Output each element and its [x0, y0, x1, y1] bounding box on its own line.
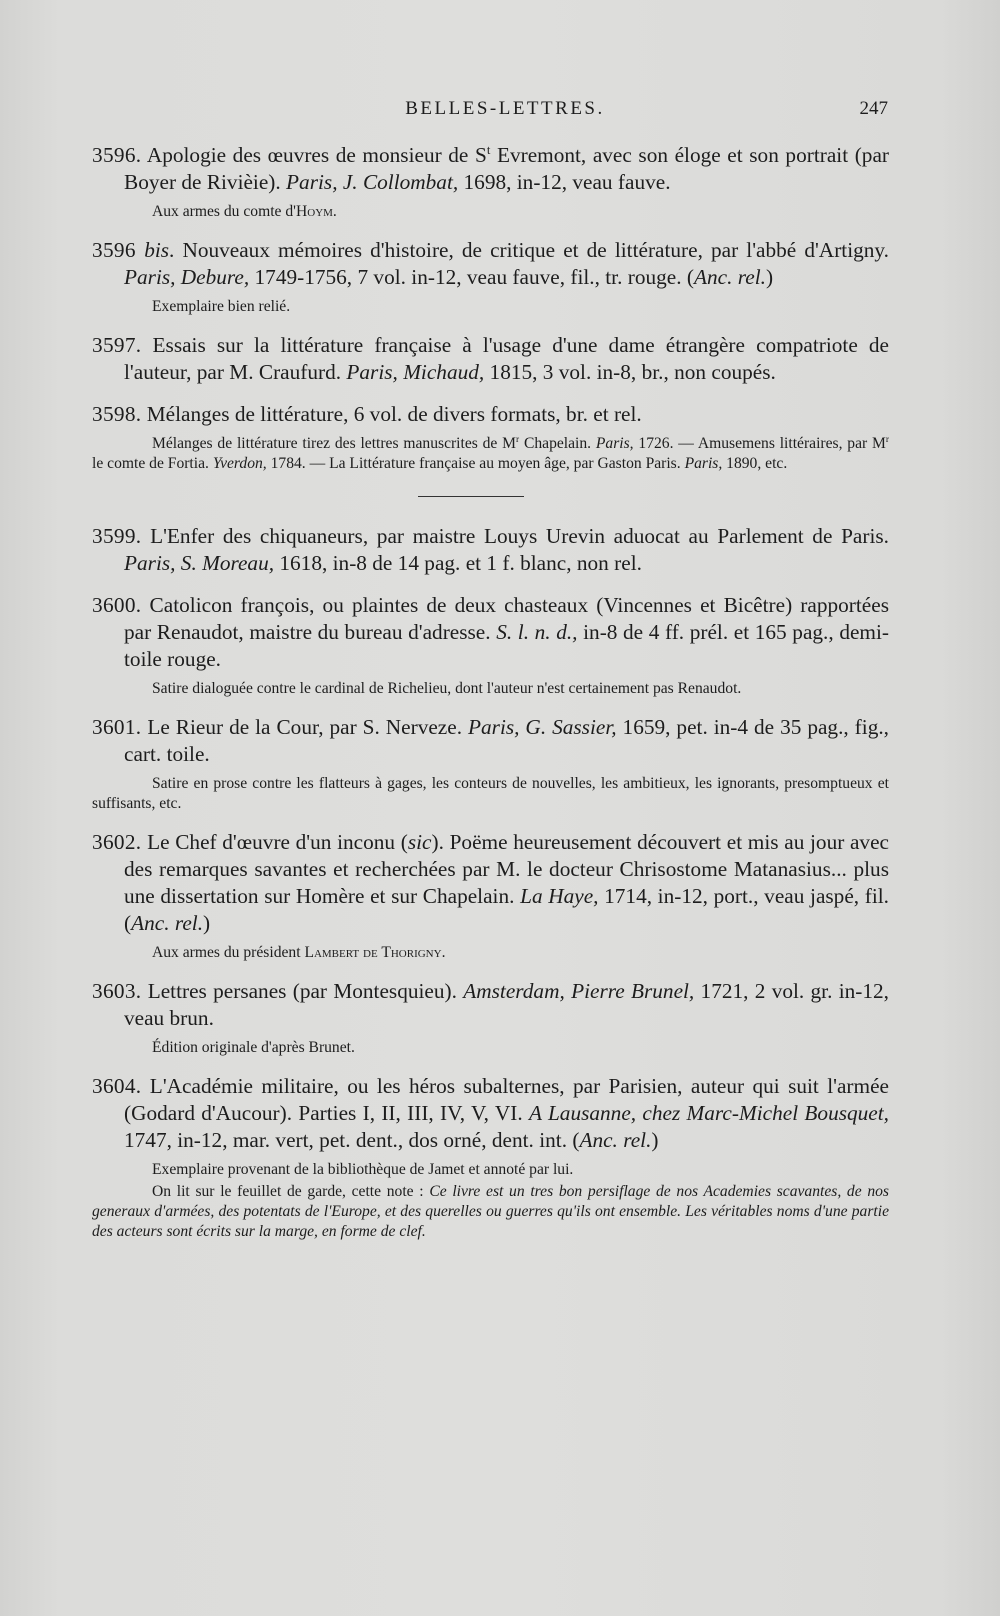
note-text: Aux armes du comte d' — [152, 203, 296, 220]
entry-imprint: S. l. n. d., — [496, 620, 578, 644]
note-text: Aux armes du président — [152, 944, 305, 961]
entry-note — [92, 202, 889, 222]
note-text: . — [441, 944, 446, 961]
note-imprint: Yverdon, — [212, 455, 267, 472]
entry-note: Satire dialoguée contre le cardinal de Richelieu, dont l'auteur n'est certainement pas Renaudot. — [152, 680, 742, 697]
catalogue-entry — [92, 332, 889, 386]
entry-text: . Nouveaux mémoires d'histoire, de critique et de littérature, par l'abbé d'Artigny. — [169, 238, 890, 262]
note-imprint: Paris, — [595, 435, 634, 452]
entry-note — [92, 943, 889, 963]
entry-binding: Anc. rel. — [579, 1128, 652, 1152]
catalogue-entry — [92, 592, 889, 699]
superscript: r — [885, 434, 890, 445]
entry-text: Le Chef d'œuvre d'un inconu ( — [141, 830, 408, 854]
entry-description — [92, 237, 889, 291]
entry-number: 3603. — [92, 979, 142, 1003]
entry-text: Apologie des œuvres de monsieur de S — [141, 143, 487, 167]
entry-text: L'Enfer des chiquaneurs, par maistre Louys Urevin aduocat au Parlement de Paris. — [141, 524, 889, 548]
entry-imprint: La Haye, — [520, 884, 599, 908]
entry-imprint: Paris, Michaud, — [346, 360, 485, 384]
catalogue-entry — [92, 523, 889, 577]
catalogue-entry — [92, 978, 889, 1058]
superscript: t — [486, 142, 491, 157]
catalogue-body — [92, 142, 889, 1257]
catalogue-entry — [92, 1073, 889, 1242]
entry-number: 3596. — [92, 143, 142, 167]
section-divider — [418, 496, 524, 497]
entry-text: in-8 de 4 ff. prél. et 165 pag., demi-toile rouge. — [124, 620, 889, 671]
note-text: On lit sur le feuillet de garde, cette note : — [152, 1183, 430, 1200]
entry-text: 1659, pet. in-4 de 35 pag., fig., cart. toile. — [124, 715, 889, 766]
entry-description — [92, 523, 889, 577]
note-text: 1890, etc. — [722, 455, 788, 472]
entry-description — [92, 592, 889, 673]
catalogue-entry — [92, 401, 889, 474]
entry-text: ) — [203, 911, 211, 935]
entry-text: L'Académie militaire, ou les héros subalternes, par Parisien, auteur qui suit l'armée (Godard d'Aucour). Parties I, II, III, IV, V, VI. — [124, 1074, 889, 1125]
note-text: Mélanges de littérature tirez des lettres manuscrites de M — [152, 435, 517, 452]
entry-imprint: Paris, J. Collombat, — [286, 170, 459, 194]
entry-description — [92, 1073, 889, 1154]
catalogue-entry — [92, 714, 889, 814]
entry-imprint: Amsterdam, Pierre Brunel, — [463, 979, 695, 1003]
catalogue-entry — [92, 237, 889, 317]
entry-description — [92, 829, 889, 937]
entry-text: ). Poëme heureusement découvert et mis au jour avec des remarques savantes et recherchées par M. le docteur Chrisostome Matanasius... plus une dissertation sur Homère et sur Chapelain. — [124, 830, 889, 908]
entry-binding: Anc. rel. — [693, 265, 766, 289]
entry-imprint: Paris, Debure, — [124, 265, 250, 289]
entry-number: 3602. — [92, 830, 142, 854]
note-text: 1784. — La Littérature française au moyen âge, par Gaston Paris. — [266, 455, 685, 472]
entry-text: Evremont, avec son éloge et son portrait (par Boyer de Rivièie). — [124, 143, 889, 194]
entry-note: Exemplaire bien relié. — [152, 298, 291, 315]
entry-description — [92, 714, 889, 768]
entry-description — [92, 978, 889, 1032]
running-title: BELLES-LETTRES. — [405, 98, 605, 119]
entry-description — [92, 332, 889, 386]
entry-text: 1721, 2 vol. gr. in-12, veau brun. — [124, 979, 889, 1030]
entry-text: Mélanges de littérature, 6 vol. de divers formats, br. et rel. — [141, 402, 642, 426]
note-text: . — [332, 203, 337, 220]
entry-text: 1747, in-12, mar. vert, pet. dent., dos orné, dent. int. ( — [124, 1128, 580, 1152]
entry-number: 3601. — [92, 715, 142, 739]
entry-text: ) — [651, 1128, 659, 1152]
note-text: 1726. — Amusemens littéraires, par M — [633, 435, 886, 452]
superscript: r — [516, 434, 520, 445]
entry-text: 1618, in-8 de 14 pag. et 1 f. blanc, non rel. — [274, 551, 642, 575]
entry-text: Le Rieur de la Cour, par S. Nerveze. — [141, 715, 468, 739]
entry-text: Essais sur la littérature française à l'usage d'une dame étrangère compatriote de l'auteur, par M. Craufurd. — [124, 333, 889, 384]
entry-note: Exemplaire provenant de la bibliothèque de Jamet et annoté par lui. — [152, 1161, 574, 1178]
note-quotation: Ce livre est un tres bon persiflage de nos Academies scavantes, de nos generaux d'armées, des potentats de l'Europe, et des querelles ou guerres qu'ils ont ensemble. Les véritables noms d'une partie des acteurs sont écrits sur la marge, en forme de clef. — [92, 1183, 889, 1240]
entry-note — [92, 434, 889, 474]
entry-imprint: Paris, G. Sassier, — [468, 715, 617, 739]
entry-note: Édition originale d'après Brunet. — [152, 1039, 355, 1056]
entry-number: 3596 — [92, 238, 145, 262]
entry-number: 3604. — [92, 1074, 142, 1098]
note-name: Hoym — [295, 203, 333, 220]
entry-number-suffix: bis — [144, 238, 170, 262]
entry-imprint: Paris, S. Moreau, — [124, 551, 275, 575]
entry-number: 3599. — [92, 524, 142, 548]
entry-imprint: A Lausanne, chez Marc-Michel Bousquet, — [529, 1101, 889, 1125]
entry-note: Satire en prose contre les flatteurs à gages, les conteurs de nouvelles, les ambitieux, les ignorants, presomptueux et suffisants, etc. — [92, 775, 889, 812]
note-imprint: Paris, — [684, 455, 723, 472]
entry-description — [92, 142, 889, 196]
entry-text: 1698, in-12, veau fauve. — [458, 170, 671, 194]
entry-number: 3598. — [92, 402, 142, 426]
catalogue-entry — [92, 829, 889, 963]
page-header — [122, 98, 888, 128]
entry-number: 3600. — [92, 593, 142, 617]
entry-text: 1749-1756, 7 vol. in-12, veau fauve, fil., tr. rouge. ( — [249, 265, 694, 289]
entry-text: 1815, 3 vol. in-8, br., non coupés. — [484, 360, 776, 384]
entry-sic: sic — [407, 830, 432, 854]
note-text: le comte de Fortia. — [92, 455, 213, 472]
note-text: Chapelain. — [519, 435, 596, 452]
page-number: 247 — [859, 98, 888, 119]
entry-text: Lettres persanes (par Montesquieu). — [141, 979, 464, 1003]
entry-note-annotation — [92, 1182, 889, 1242]
entry-binding: Anc. rel. — [131, 911, 204, 935]
entry-text: Catolicon françois, ou plaintes de deux chasteaux (Vincennes et Bicêtre) rapportées par Renaudot, maistre du bureau d'adresse. — [124, 593, 889, 644]
entry-text: 1714, in-12, port., veau jaspé, fil. ( — [124, 884, 889, 935]
entry-text: ) — [765, 265, 774, 289]
entry-number: 3597. — [92, 333, 142, 357]
note-name: Lambert de Thorigny — [304, 944, 442, 961]
catalogue-entry — [92, 142, 889, 222]
entry-description — [92, 401, 889, 428]
